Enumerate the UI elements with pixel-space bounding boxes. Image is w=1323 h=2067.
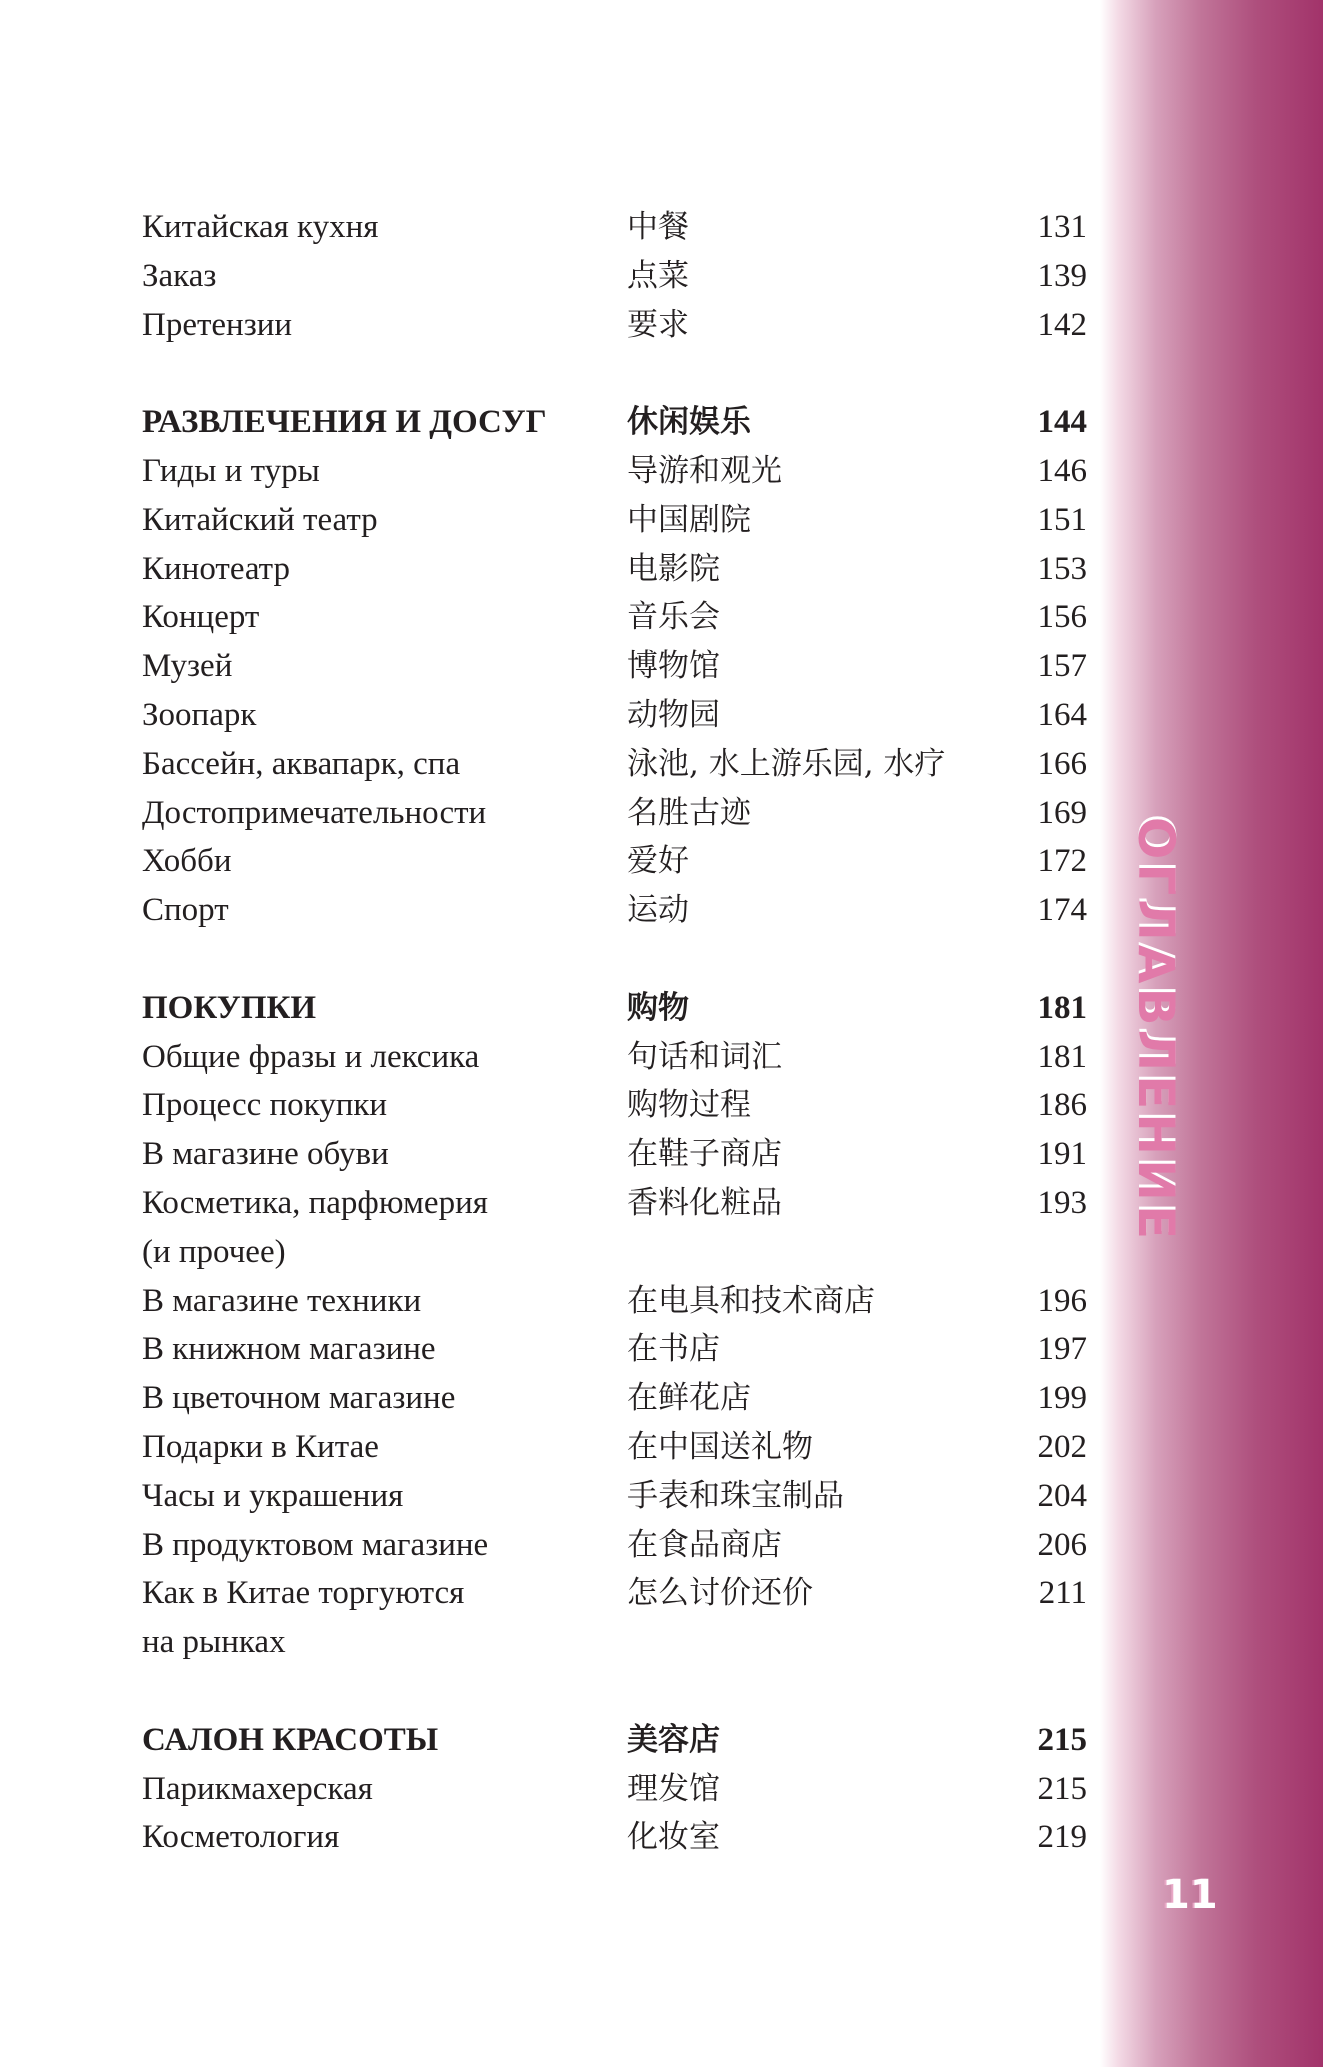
entry-title-chinese: 音乐会 <box>627 599 720 636</box>
entry-page-number: 193 <box>1037 1184 1087 1221</box>
entry-title-chinese: 电影院 <box>627 550 720 587</box>
entry-page-number: 191 <box>1037 1136 1087 1173</box>
toc-entry <box>142 1569 1087 1618</box>
entry-title-russian: Парикмахерская <box>142 1770 373 1807</box>
entry-title-russian: САЛОН КРАСОТЫ <box>142 1721 439 1758</box>
entry-title-chinese: 博物馆 <box>627 648 720 685</box>
entry-title-russian: Зоопарк <box>142 696 257 733</box>
entry-title-chinese: 在鞋子商店 <box>627 1136 782 1173</box>
entry-title-russian: РАЗВЛЕЧЕНИЯ И ДОСУГ <box>142 404 547 441</box>
entry-title-russian: ПОКУПКИ <box>142 989 317 1026</box>
toc-entry <box>142 740 1087 789</box>
toc-entry <box>142 1081 1087 1130</box>
entry-title-russian: Гиды и туры <box>142 452 320 489</box>
entry-page-number: 172 <box>1037 843 1087 880</box>
entry-page-number: 219 <box>1037 1819 1087 1856</box>
entry-title-russian: Общие фразы и лексика <box>142 1038 480 1075</box>
entry-page-number: 181 <box>1037 1038 1087 1075</box>
entry-page-number: 204 <box>1037 1477 1087 1514</box>
toc-entry <box>142 447 1087 496</box>
entry-page-number: 164 <box>1037 696 1087 733</box>
section-spacer <box>142 349 1087 398</box>
entry-title-russian: В цветочном магазине <box>142 1380 456 1417</box>
entry-title-russian: Концерт <box>142 599 260 636</box>
entry-title-chinese: 怎么讨价还价 <box>627 1575 813 1612</box>
entry-title-chinese: 句话和词汇 <box>627 1038 782 1075</box>
toc-entry <box>142 301 1087 350</box>
entry-title-chinese: 美容店 <box>627 1721 720 1758</box>
page-number: 11 <box>1162 1872 1218 1918</box>
toc-entry <box>142 1228 1087 1277</box>
entry-page-number: 197 <box>1037 1331 1087 1368</box>
entry-title-chinese: 手表和珠宝制品 <box>627 1477 844 1514</box>
entry-title-russian: Заказ <box>142 257 217 294</box>
entry-title-russian: Подарки в Китае <box>142 1428 379 1465</box>
entry-title-chinese: 在电具和技术商店 <box>627 1282 875 1319</box>
entry-title-russian: В книжном магазине <box>142 1331 436 1368</box>
entry-title-chinese: 在食品商店 <box>627 1526 782 1563</box>
toc-entry <box>142 1472 1087 1521</box>
entry-page-number: 131 <box>1037 209 1087 245</box>
chapter-title-vertical: ОГЛАВЛЕНИЕ <box>1127 816 1185 1244</box>
toc-entry <box>142 252 1087 301</box>
entry-page-number: 157 <box>1037 648 1087 685</box>
entry-title-chinese: 休闲娱乐 <box>627 404 751 441</box>
entry-page-number: 206 <box>1037 1526 1087 1563</box>
entry-title-chinese: 理发馆 <box>627 1770 720 1807</box>
entry-title-chinese: 爱好 <box>627 843 689 880</box>
toc-entry <box>142 496 1087 545</box>
toc-entry <box>142 1374 1087 1423</box>
entry-title-russian: Косметика, парфюмерия <box>142 1184 488 1221</box>
entry-page-number: 181 <box>1037 989 1087 1026</box>
entry-page-number: 174 <box>1037 892 1087 929</box>
entry-title-russian: Претензии <box>142 306 293 343</box>
toc-section-heading <box>142 1716 1087 1765</box>
section-spacer <box>142 1667 1087 1716</box>
toc-entry <box>142 1277 1087 1326</box>
toc-entry <box>142 593 1087 642</box>
entry-page-number: 153 <box>1037 550 1087 587</box>
entry-page-number: 139 <box>1037 257 1087 294</box>
entry-title-chinese: 在中国送礼物 <box>627 1428 813 1465</box>
entry-title-russian: Спорт <box>142 892 229 929</box>
toc-section-heading <box>142 984 1087 1033</box>
toc-entry <box>142 1325 1087 1374</box>
toc-entry <box>142 1033 1087 1082</box>
entry-page-number: 202 <box>1037 1428 1087 1465</box>
entry-title-chinese: 购物 <box>627 989 689 1026</box>
entry-title-chinese: 点菜 <box>627 257 689 294</box>
entry-title-chinese: 在书店 <box>627 1331 720 1368</box>
entry-title-chinese: 动物园 <box>627 696 720 733</box>
entry-title-chinese: 中国剧院 <box>627 501 751 538</box>
toc-entry <box>142 1130 1087 1179</box>
toc-entry <box>142 642 1087 691</box>
entry-page-number: 211 <box>1038 1575 1087 1612</box>
entry-title-russian: Достопримечательности <box>142 794 487 831</box>
entry-page-number: 151 <box>1037 501 1087 538</box>
entry-title-russian: Китайская кухня <box>142 209 379 245</box>
toc-entry <box>142 1423 1087 1472</box>
entry-page-number: 166 <box>1037 745 1087 782</box>
entry-page-number: 199 <box>1037 1380 1087 1417</box>
entry-title-chinese: 要求 <box>627 306 689 343</box>
entry-title-chinese: 名胜古迹 <box>627 794 751 831</box>
entry-title-chinese: 购物过程 <box>627 1087 751 1124</box>
section-spacer <box>142 935 1087 984</box>
entry-title-russian: Как в Китае торгуются <box>142 1575 465 1612</box>
toc-entry <box>142 203 1087 252</box>
entry-title-chinese: 中餐 <box>627 209 689 245</box>
toc-entry <box>142 1618 1087 1667</box>
toc-entry <box>142 837 1087 886</box>
entry-title-russian: В продуктовом магазине <box>142 1526 489 1563</box>
entry-page-number: 186 <box>1037 1087 1087 1124</box>
entry-title-russian: Косметология <box>142 1819 340 1856</box>
toc-entry <box>142 1179 1087 1228</box>
toc-entry <box>142 545 1087 594</box>
entry-title-russian: В магазине обуви <box>142 1136 389 1173</box>
toc-section-heading <box>142 398 1087 447</box>
entry-title-russian: Процесс покупки <box>142 1087 388 1124</box>
entry-title-russian: Часы и украшения <box>142 1477 404 1514</box>
entry-title-chinese: 导游和观光 <box>627 452 782 489</box>
entry-title-russian: Бассейн, аквапарк, спа <box>142 745 461 782</box>
entry-page-number: 144 <box>1037 404 1087 441</box>
entry-page-number: 156 <box>1037 599 1087 636</box>
toc-entry <box>142 886 1087 935</box>
toc-entry <box>142 1521 1087 1570</box>
entry-title-chinese: 在鲜花店 <box>627 1380 751 1417</box>
entry-title-russian: Кинотеатр <box>142 550 290 587</box>
toc-entry <box>142 1813 1087 1862</box>
toc-entry <box>142 691 1087 740</box>
entry-title-chinese: 化妆室 <box>627 1819 720 1856</box>
entry-page-number: 196 <box>1037 1282 1087 1319</box>
entry-page-number: 169 <box>1037 794 1087 831</box>
table-of-contents <box>142 203 1087 1862</box>
entry-title-russian: (и прочее) <box>142 1233 286 1270</box>
entry-page-number: 142 <box>1037 306 1087 343</box>
entry-title-russian: Китайский театр <box>142 501 378 538</box>
entry-title-chinese: 香料化粧品 <box>627 1184 782 1221</box>
entry-title-chinese: 运动 <box>627 892 689 929</box>
entry-title-russian: на рынках <box>142 1624 286 1661</box>
toc-entry <box>142 789 1087 838</box>
entry-page-number: 215 <box>1037 1770 1087 1807</box>
entry-page-number: 215 <box>1037 1721 1087 1758</box>
entry-title-russian: В магазине техники <box>142 1282 422 1319</box>
toc-entry <box>142 1765 1087 1814</box>
entry-page-number: 146 <box>1037 452 1087 489</box>
entry-title-chinese: 泳池, 水上游乐园, 水疗 <box>627 745 946 782</box>
entry-title-russian: Музей <box>142 648 233 685</box>
entry-title-russian: Хобби <box>142 843 232 880</box>
